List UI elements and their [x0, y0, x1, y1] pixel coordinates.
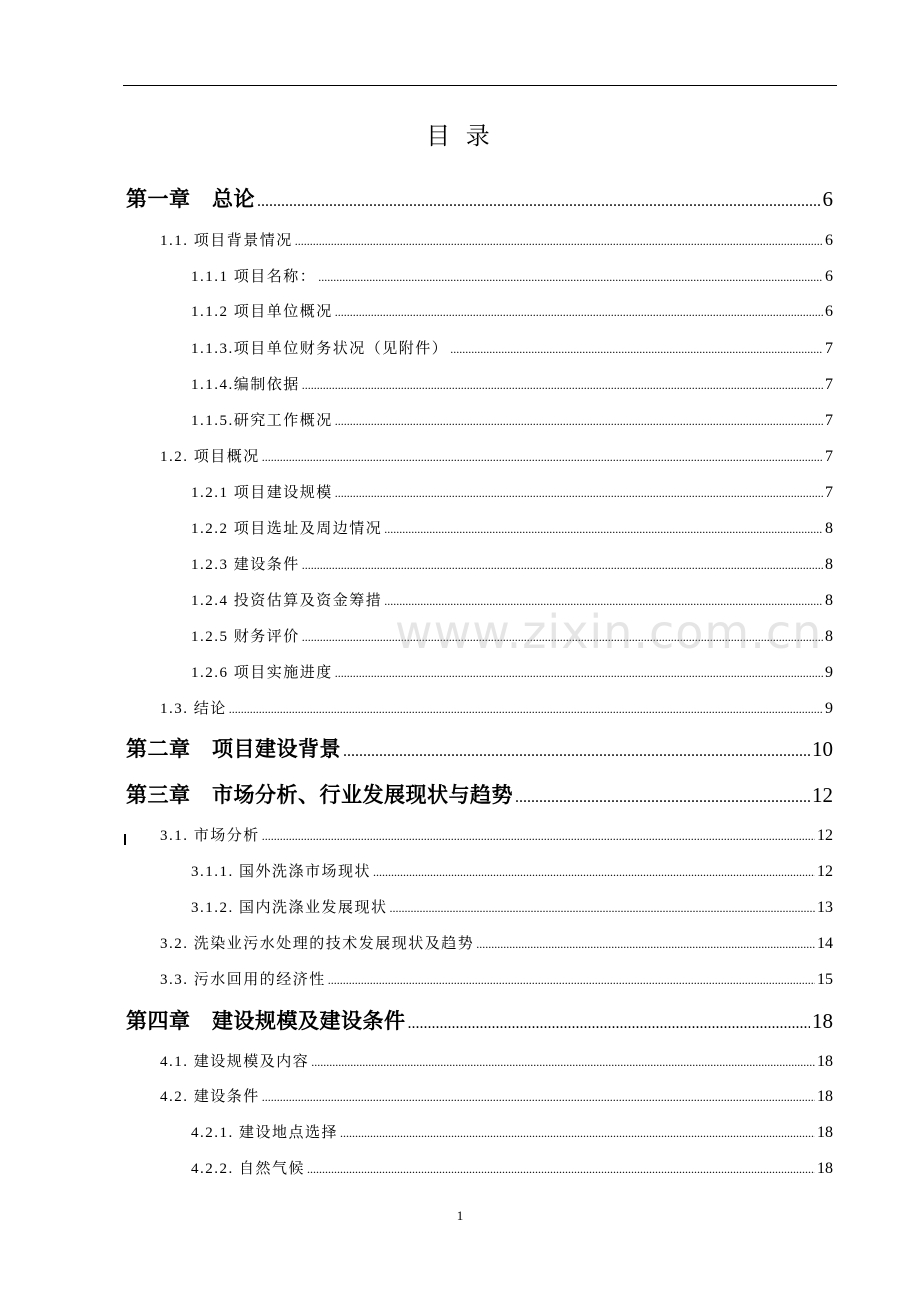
toc-entry-page: 8 [825, 628, 833, 645]
toc-entry[interactable] [160, 1050, 833, 1071]
toc-entry[interactable] [191, 337, 833, 358]
toc-leader-dots [311, 1055, 815, 1070]
toc-entry[interactable] [160, 968, 833, 989]
toc-entry[interactable] [160, 445, 833, 466]
toc-entry-label: 1.2.6 项目实施进度 [191, 665, 333, 681]
toc-entry-label: 4.2. 建设条件 [160, 1089, 260, 1105]
toc-entry-page: 12 [817, 827, 833, 844]
toc-entry[interactable] [191, 481, 833, 502]
toc-leader-dots [229, 702, 823, 717]
toc-entry-page: 14 [817, 935, 833, 952]
toc-entry-page: 10 [812, 737, 833, 761]
toc-entry-label: 第一章 总论 [126, 187, 255, 211]
toc-entry-page: 18 [817, 1053, 833, 1070]
toc-entry-page: 9 [825, 664, 833, 681]
toc-entry-label: 1.1.2 项目单位概况 [191, 304, 333, 320]
toc-leader-dots [408, 1015, 811, 1033]
toc-leader-dots [335, 666, 823, 681]
toc-entry-label: 3.1.1. 国外洗涤市场现状 [191, 864, 372, 880]
toc-entry-label: 1.2.4 投资估算及资金筹措 [191, 593, 383, 609]
toc-leader-dots [450, 342, 823, 357]
toc-leader-dots [340, 1126, 815, 1141]
toc-entry-page: 6 [825, 268, 833, 285]
toc-entry-label: 1.2.2 项目选址及周边情况 [191, 521, 383, 537]
toc-leader-dots [384, 522, 823, 537]
page-number: 1 [456, 1208, 464, 1223]
toc-title: 目 录 [426, 122, 494, 150]
toc-leader-dots [302, 558, 823, 573]
toc-entry-page: 18 [812, 1009, 833, 1033]
toc-entry-label: 1.1.1 项目名称： [191, 269, 317, 285]
toc-leader-dots [262, 1090, 815, 1105]
toc-leader-dots [343, 743, 810, 761]
toc-leader-dots [307, 1162, 815, 1177]
toc-leader-dots [335, 305, 823, 320]
toc-entry[interactable] [191, 517, 833, 538]
toc-entry[interactable] [160, 229, 833, 250]
toc-entry[interactable] [160, 932, 833, 953]
toc-entry-page: 7 [825, 412, 833, 429]
toc-entry[interactable] [160, 1085, 833, 1106]
toc-entry-page: 8 [825, 556, 833, 573]
toc-leader-dots [302, 378, 823, 393]
toc-entry-label: 4.1. 建设规模及内容 [160, 1054, 310, 1070]
toc-entry[interactable] [191, 265, 833, 286]
toc-leader-dots [335, 414, 823, 429]
toc-entry-page: 12 [817, 863, 833, 880]
toc-entry[interactable] [126, 779, 833, 809]
toc-leader-dots [335, 486, 823, 501]
toc-entry-page: 6 [822, 187, 833, 211]
toc-entry[interactable] [191, 373, 833, 394]
toc-entry-page: 7 [825, 484, 833, 501]
toc-entry[interactable] [126, 183, 833, 213]
toc-entry[interactable] [191, 300, 833, 321]
toc-leader-dots [390, 901, 815, 916]
toc-entry-label: 1.1. 项目背景情况 [160, 233, 293, 249]
toc-entry-label: 1.2.1 项目建设规模 [191, 485, 333, 501]
toc-entry-page: 8 [825, 520, 833, 537]
toc-entry[interactable] [160, 697, 833, 718]
toc-entry-page: 8 [825, 592, 833, 609]
toc-entry[interactable] [191, 860, 833, 881]
toc-entry-label: 第四章 建设规模及建设条件 [126, 1009, 406, 1033]
toc-entry-page: 7 [825, 448, 833, 465]
toc-entry-label: 3.1.2. 国内洗涤业发展现状 [191, 900, 388, 916]
toc-leader-dots [318, 270, 823, 285]
toc-entry-label: 第二章 项目建设背景 [126, 737, 341, 761]
toc-entry-label: 1.3. 结论 [160, 701, 227, 717]
toc-entry-label: 3.1. 市场分析 [160, 828, 260, 844]
toc-entry-label: 1.1.3.项目单位财务状况（见附件） [191, 341, 449, 357]
toc-entry-label: 3.3. 污水回用的经济性 [160, 972, 326, 988]
toc-leader-dots [515, 789, 810, 807]
toc-entry[interactable] [160, 824, 833, 845]
toc-leader-dots [262, 450, 823, 465]
revision-mark [124, 834, 126, 845]
toc-leader-dots [328, 973, 815, 988]
toc-entry-page: 13 [817, 899, 833, 916]
toc-entry-label: 3.2. 洗染业污水处理的技术发展现状及趋势 [160, 936, 475, 952]
toc-entry[interactable] [126, 733, 833, 763]
toc-entry-label: 4.2.2. 自然气候 [191, 1161, 306, 1177]
toc-entry-label: 1.2. 项目概况 [160, 449, 260, 465]
toc-entry-page: 7 [825, 340, 833, 357]
toc-leader-dots [373, 865, 815, 880]
toc-entry[interactable] [191, 661, 833, 682]
toc-entry-page: 7 [825, 376, 833, 393]
toc-entry-label: 1.1.4.编制依据 [191, 377, 300, 393]
toc-entry-label: 1.2.3 建设条件 [191, 557, 300, 573]
toc-leader-dots [295, 234, 823, 249]
toc-entry-label: 1.1.5.研究工作概况 [191, 413, 333, 429]
toc-entry-label: 1.2.5 财务评价 [191, 629, 300, 645]
toc-entry[interactable] [191, 409, 833, 430]
toc-entry[interactable] [191, 896, 833, 917]
toc-entry-page: 12 [812, 783, 833, 807]
toc-entry-page: 9 [825, 700, 833, 717]
toc-entry-page: 18 [817, 1088, 833, 1105]
toc-entry-page: 18 [817, 1124, 833, 1141]
toc-entry-page: 18 [817, 1160, 833, 1177]
toc-entry-page: 6 [825, 232, 833, 249]
header-rule [123, 85, 837, 86]
toc-leader-dots [257, 193, 821, 211]
toc-entry[interactable] [191, 553, 833, 574]
toc-entry-page: 6 [825, 303, 833, 320]
toc-leader-dots [262, 829, 815, 844]
toc-entry-label: 第三章 市场分析、行业发展现状与趋势 [126, 783, 513, 807]
watermark: www.zixin.com.cn [395, 605, 823, 659]
toc-entry-page: 15 [817, 971, 833, 988]
toc-entry[interactable] [191, 1121, 833, 1142]
toc-entry[interactable] [191, 1157, 833, 1178]
toc-entry[interactable] [126, 1005, 833, 1035]
toc-entry-label: 4.2.1. 建设地点选择 [191, 1125, 339, 1141]
toc-leader-dots [476, 937, 815, 952]
